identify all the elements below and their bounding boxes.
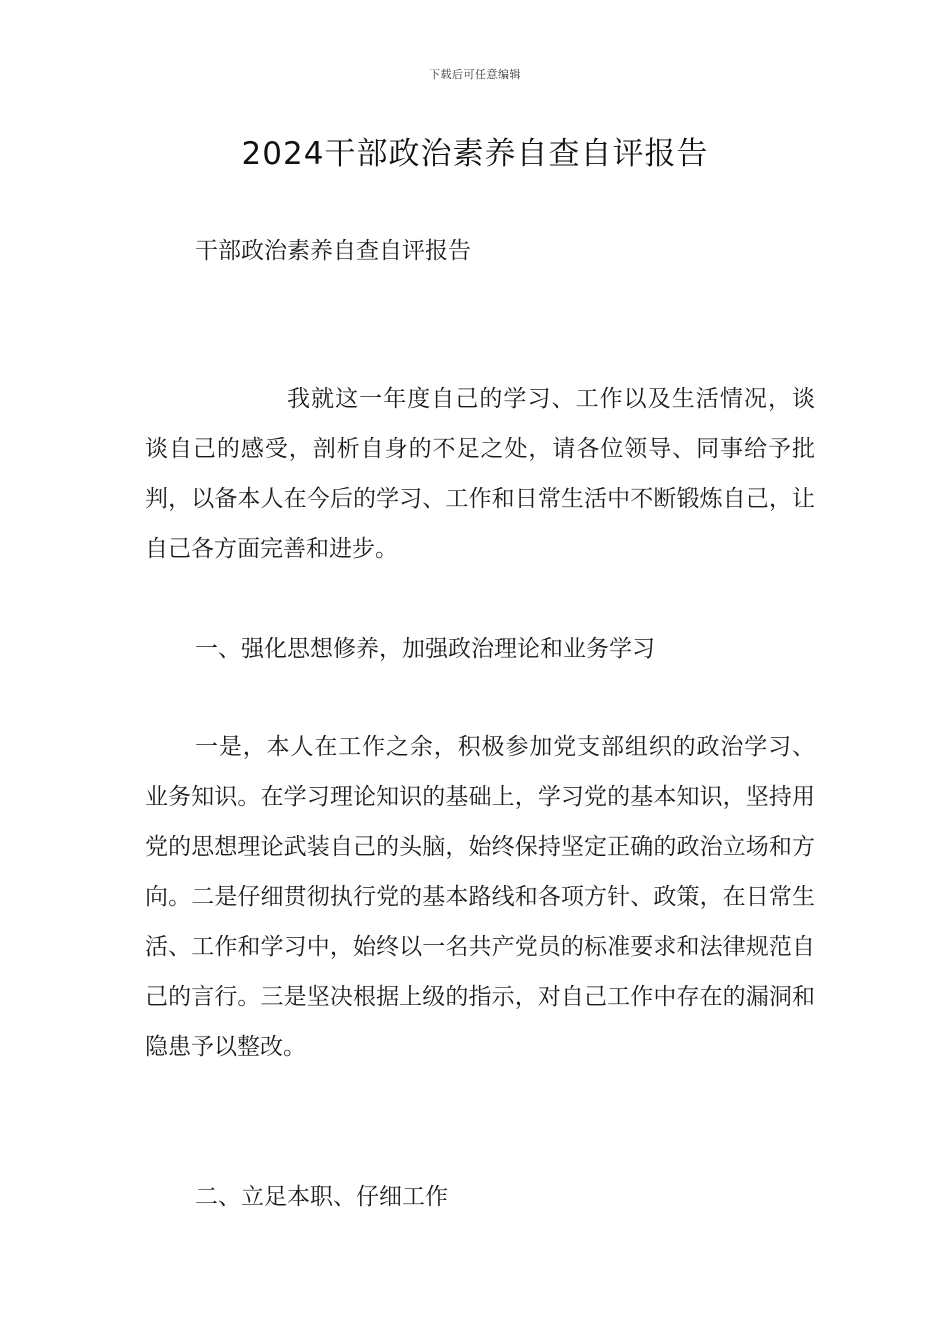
section-body-1: 一是，本人在工作之余，积极参加党支部组织的政治学习、业务知识。在学习理论知识的基础上，学习党的基本知识，坚持用党的思想理论武装自己的头脑，始终保持坚定正确的政治立场和方向。二是仔细贯彻执行党的基本路线和各项方针、政策，在日常生活、工作和学习中，始终以一名共产党员的标准要求和法律规范自己的言行。三是坚决根据上级的指示，对自己工作中存在的漏洞和隐患予以整改。 (145, 734, 815, 1060)
document-subtitle: 干部政治素养自查自评报告 (195, 238, 471, 264)
section-heading-2: 二、立足本职、仔细工作 (195, 1184, 448, 1210)
section-heading-1: 一、强化思想修养，加强政治理论和业务学习 (195, 636, 655, 662)
header-note: 下载后可任意编辑 (429, 68, 521, 81)
document-title: 2024干部政治素养自查自评报告 (241, 136, 709, 172)
intro-paragraph: 我就这一年度自己的学习、工作以及生活情况，谈谈自己的感受，剖析自身的不足之处，请各位领导、同事给予批判，以备本人在今后的学习、工作和日常生活中不断锻炼自己，让自己各方面完善和进步。 (145, 386, 815, 562)
